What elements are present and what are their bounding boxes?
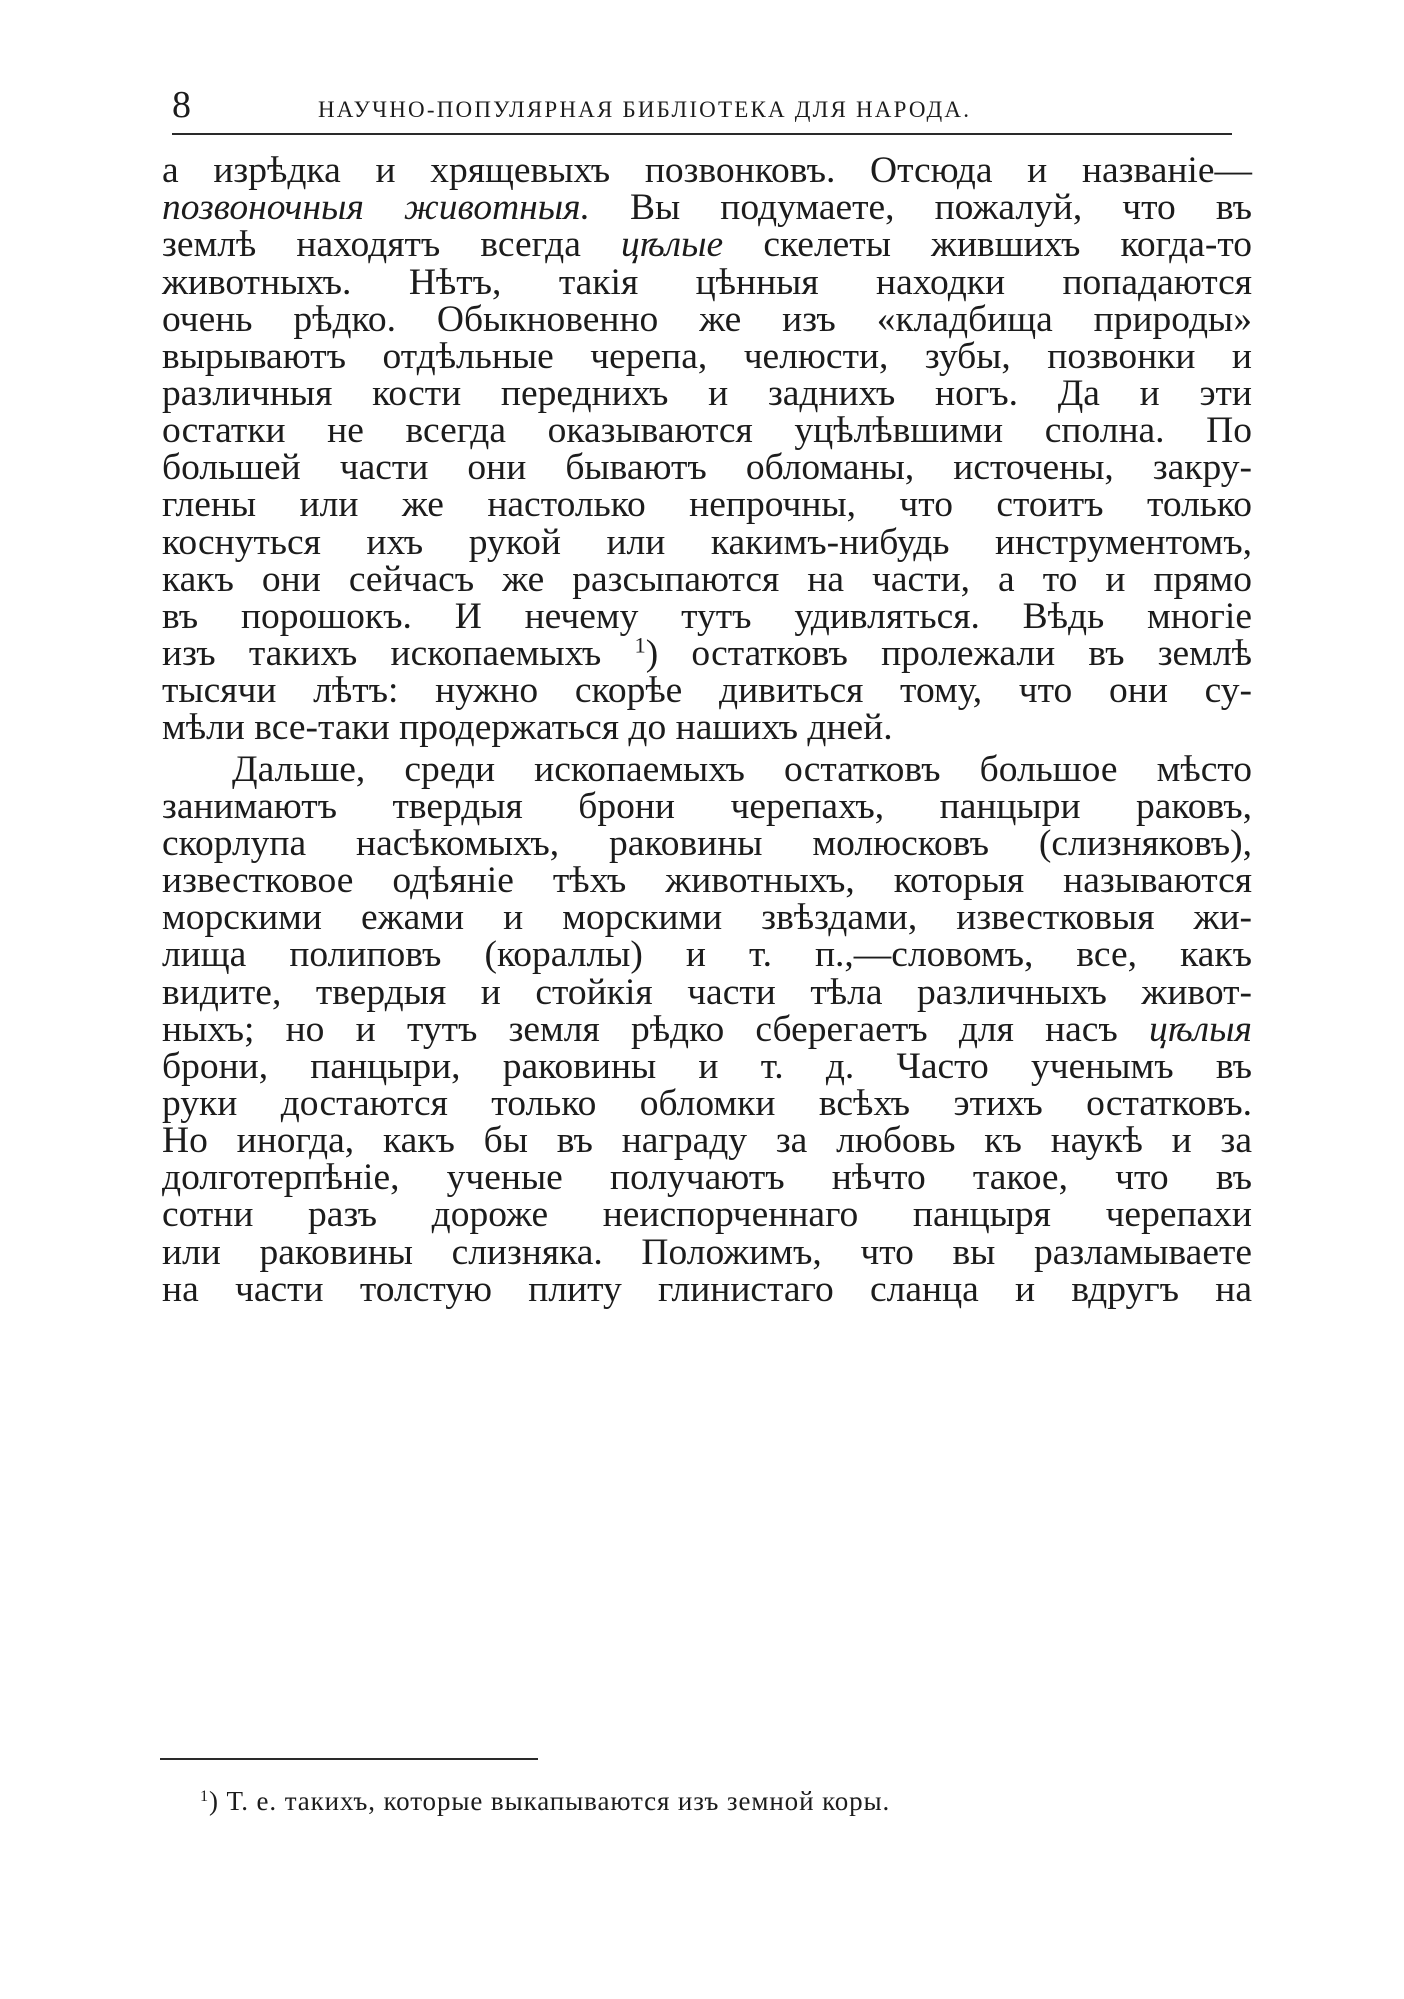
text-line: долготерпѣніе, ученые получаютъ нѣчто такое, что въ (162, 1157, 1252, 1198)
text-line: на части толстую плиту глинистаго сланца и вдругъ на (162, 1269, 1252, 1310)
text-line: известковое одѣяніе тѣхъ животныхъ, которыя называются (162, 860, 1252, 901)
text-line: Но иногда, какъ бы въ награду за любовь къ наукѣ и за (162, 1120, 1252, 1161)
footnote-rule (160, 1758, 538, 1760)
text-line: сотни разъ дороже неиспорченнаго панцыря черепахи (162, 1194, 1252, 1235)
text-line: коснуться ихъ рукой или какимъ-нибудь инструментомъ, (162, 522, 1252, 563)
text-line: глены или же настолько непрочны, что стоитъ только (162, 484, 1252, 525)
running-head: НАУЧНО-ПОПУЛЯРНАЯ БИБЛІОТЕКА ДЛЯ НАРОДА. (318, 97, 972, 122)
text-line: брони, панцыри, раковины и т. д. Часто ученымъ въ (162, 1046, 1252, 1087)
text-line: видите, твердыя и стойкія части тѣла различныхъ живот- (162, 972, 1252, 1013)
footnote-marker: 1 (634, 632, 646, 658)
text-line: морскими ежами и морскими звѣздами, известковыя жи- (162, 897, 1252, 938)
footnote-number: 1 (200, 1787, 209, 1806)
text-line: скорлупа насѣкомыхъ, раковины молюсковъ (слизняковъ), (162, 823, 1252, 864)
text-line: занимаютъ твердыя брони черепахъ, панцыри раковъ, (162, 786, 1252, 827)
text-line: Дальше, среди ископаемыхъ остатковъ большое мѣсто (232, 749, 1252, 790)
text-line: остатки не всегда оказываются уцѣлѣвшими сполна. По (162, 410, 1252, 451)
text-line: или раковины слизняка. Положимъ, что вы разламываете (162, 1232, 1252, 1273)
text-line: тысячи лѣтъ: нужно скорѣе дивиться тому, что они су- (162, 670, 1252, 711)
page-number: 8 (172, 84, 191, 126)
text-line: какъ они сейчасъ же разсыпаются на части, а то и прямо (162, 559, 1252, 600)
text-line: вырываютъ отдѣльные черепа, челюсти, зубы, позвонки и (162, 336, 1252, 377)
text-line: животныхъ. Нѣтъ, такія цѣнныя находки попадаются (162, 262, 1252, 303)
text-line: большей части они бываютъ обломаны, источены, закру- (162, 447, 1252, 488)
header-rule (172, 133, 1232, 135)
text-line: различныя кости переднихъ и заднихъ ногъ. Да и эти (162, 373, 1252, 414)
text-line: ныхъ; но и тутъ земля рѣдко сберегаетъ для насъ цѣлыя (162, 1009, 1252, 1050)
text-line: руки достаются только обломки всѣхъ этихъ остатковъ. (162, 1083, 1252, 1124)
text-line: а изрѣдка и хрящевыхъ позвонковъ. Отсюда и названіе— (162, 150, 1252, 191)
text-line: мѣли все-таки продержаться до нашихъ дней. (162, 707, 893, 748)
text-line: изъ такихъ ископаемыхъ $^1$) остатковъ пролежали въ землѣ (162, 632, 1252, 674)
text-line: очень рѣдко. Обыкновенно же изъ «кладбища природы» (162, 299, 1252, 340)
text-line: лища полиповъ (кораллы) и т. п.,—словомъ, все, какъ (162, 934, 1252, 975)
text-line: землѣ находятъ всегда цѣлые скелеты жившихъ когда-то (162, 224, 1252, 265)
footnote-text: ) Т. е. такихъ, которые выкапываются изъ земной коры. (209, 1786, 891, 1816)
text-line: позвоночныя животныя. Вы подумаете, пожалуй, что въ (162, 187, 1252, 228)
text-line: въ порошокъ. И нечему тутъ удивляться. Вѣдь многіе (162, 596, 1252, 637)
footnote (200, 1788, 890, 1815)
